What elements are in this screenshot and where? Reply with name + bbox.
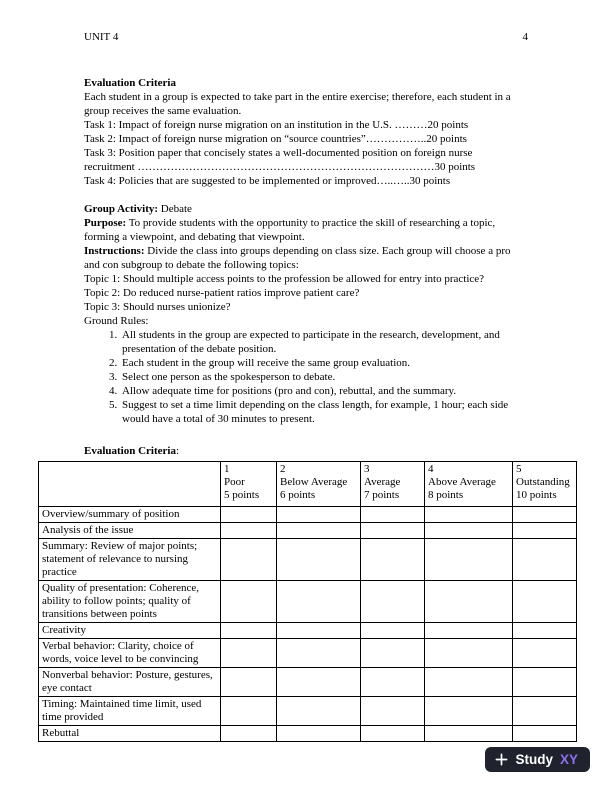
score-cell — [361, 507, 425, 523]
score-cell — [221, 726, 277, 742]
score-cell — [425, 523, 513, 539]
plus-icon — [495, 753, 508, 766]
criteria-cell: Quality of presentation: Coherence, ability to follow points; quality of transitions between points — [39, 581, 221, 623]
criteria-cell: Nonverbal behavior: Posture, gestures, eye contact — [39, 668, 221, 697]
column-header-below-average: 2 Below Average 6 points — [277, 462, 361, 507]
criteria-header-cell — [39, 462, 221, 507]
score-cell — [277, 581, 361, 623]
ground-rules-label: Ground Rules: — [84, 315, 149, 327]
ground-rule-item: 3. Select one person as the spokesperson to debate. — [120, 370, 528, 384]
instructions-paragraph — [84, 244, 528, 272]
rubric-table — [38, 461, 577, 742]
score-cell — [221, 539, 277, 581]
rubric-title-colon: : — [175, 445, 180, 457]
score-cell — [221, 581, 277, 623]
header-unit-label: UNIT 4 — [84, 31, 119, 43]
score-cell — [513, 639, 577, 668]
score-cell — [221, 523, 277, 539]
score-cell — [425, 668, 513, 697]
rubric-row — [39, 623, 577, 639]
criteria-cell: Timing: Maintained time limit, used time provided — [39, 697, 221, 726]
task-line-1: Task 1: Impact of foreign nurse migration on an institution in the U.S. ………20 points — [84, 119, 469, 131]
logo-text-study: Study — [515, 751, 553, 767]
evaluation-criteria-section — [84, 76, 528, 188]
column-header-above-average: 4 Above Average 8 points — [425, 462, 513, 507]
task-line-2: Task 2: Impact of foreign nurse migration on “source countries”……………..20 points — [84, 133, 467, 145]
score-cell — [513, 523, 577, 539]
score-cell — [277, 697, 361, 726]
rubric-row — [39, 539, 577, 581]
task-line-4: Task 4: Policies that are suggested to be implemented or improved…..…..30 points — [84, 175, 451, 187]
header-page-number: 4 — [522, 31, 528, 43]
score-cell — [425, 581, 513, 623]
criteria-cell: Creativity — [39, 623, 221, 639]
evaluation-intro-paragraph: Each student in a group is expected to take part in the entire exercise; therefore, each student in a group receives the same evaluation. — [84, 91, 511, 117]
topic-line-1: Topic 1: Should multiple access points to the profession be allowed for entry into practice? — [84, 273, 485, 285]
rubric-row — [39, 581, 577, 623]
score-cell — [425, 726, 513, 742]
group-activity-label: Group Activity: — [84, 203, 159, 215]
score-cell — [277, 639, 361, 668]
criteria-cell: Overview/summary of position — [39, 507, 221, 523]
criteria-cell: Summary: Review of major points; statement of relevance to nursing practice — [39, 539, 221, 581]
logo-text-xy: XY — [559, 751, 578, 767]
criteria-cell: Verbal behavior: Clarity, choice of words, voice level to be convincing — [39, 639, 221, 668]
score-cell — [221, 507, 277, 523]
score-cell — [513, 726, 577, 742]
instructions-text: Divide the class into groups depending on class size. Each group will choose a pro and con subgroup to debate the following topics: — [84, 245, 511, 271]
rubric-table-container — [38, 461, 576, 742]
score-cell — [513, 539, 577, 581]
score-cell — [221, 623, 277, 639]
purpose-text: To provide students with the opportunity to practice the skill of researching a topic, forming a viewpoint, and debating that viewpoint. — [84, 217, 496, 243]
score-cell — [361, 639, 425, 668]
score-cell — [221, 668, 277, 697]
evaluation-criteria-title: Evaluation Criteria — [84, 77, 176, 89]
rubric-title-row — [84, 444, 528, 458]
rubric-row — [39, 668, 577, 697]
topic-line-3: Topic 3: Should nurses unionize? — [84, 301, 231, 313]
score-cell — [361, 623, 425, 639]
score-cell — [361, 668, 425, 697]
task-line-3-continued: recruitment ………………………………………………………………………30 points — [84, 161, 476, 173]
topic-line-2: Topic 2: Do reduced nurse-patient ratios improve patient care? — [84, 287, 360, 299]
score-cell — [221, 639, 277, 668]
score-cell — [361, 523, 425, 539]
score-cell — [277, 623, 361, 639]
score-cell — [361, 726, 425, 742]
score-cell — [425, 623, 513, 639]
score-cell — [425, 539, 513, 581]
score-cell — [425, 507, 513, 523]
ground-rules-list — [84, 328, 528, 426]
score-cell — [513, 697, 577, 726]
column-header-poor: 1 Poor 5 points — [221, 462, 277, 507]
rubric-row — [39, 697, 577, 726]
score-cell — [513, 668, 577, 697]
score-cell — [513, 581, 577, 623]
ground-rule-item: 1. All students in the group are expected to participate in the research, development, and presentation of the debate position. — [120, 328, 528, 356]
score-cell — [277, 726, 361, 742]
score-cell — [277, 507, 361, 523]
score-cell — [425, 697, 513, 726]
score-cell — [361, 539, 425, 581]
rubric-row — [39, 507, 577, 523]
rubric-row — [39, 726, 577, 742]
column-header-average: 3 Average 7 points — [361, 462, 425, 507]
score-cell — [221, 697, 277, 726]
group-activity-section — [84, 202, 528, 426]
score-cell — [513, 507, 577, 523]
rubric-title: Evaluation Criteria — [84, 445, 176, 457]
score-cell — [277, 668, 361, 697]
purpose-label: Purpose: — [84, 217, 127, 229]
ground-rule-item: 4. Allow adequate time for positions (pro and con), rebuttal, and the summary. — [120, 384, 528, 398]
rubric-header-row — [39, 462, 577, 507]
criteria-cell: Rebuttal — [39, 726, 221, 742]
page-content — [0, 76, 612, 458]
group-activity-value: Debate — [160, 203, 192, 215]
criteria-cell: Analysis of the issue — [39, 523, 221, 539]
studyxy-logo — [485, 747, 590, 773]
score-cell — [277, 539, 361, 581]
score-cell — [425, 639, 513, 668]
column-header-outstanding: 5 Outstanding 10 points — [513, 462, 577, 507]
score-cell — [361, 581, 425, 623]
group-activity-title — [84, 202, 528, 216]
score-cell — [277, 523, 361, 539]
rubric-row — [39, 523, 577, 539]
instructions-label: Instructions: — [84, 245, 145, 257]
ground-rule-item: 2. Each student in the group will receive the same group evaluation. — [120, 356, 528, 370]
task-line-3: Task 3: Position paper that concisely states a well-documented position on foreign nurse — [84, 147, 473, 159]
rubric-row — [39, 639, 577, 668]
ground-rule-item: 5. Suggest to set a time limit depending on the class length, for example, 1 hour; each side would have a total of 30 minutes to present. — [120, 398, 528, 426]
purpose-paragraph — [84, 216, 528, 244]
page-header — [0, 0, 612, 44]
score-cell — [361, 697, 425, 726]
score-cell — [513, 623, 577, 639]
